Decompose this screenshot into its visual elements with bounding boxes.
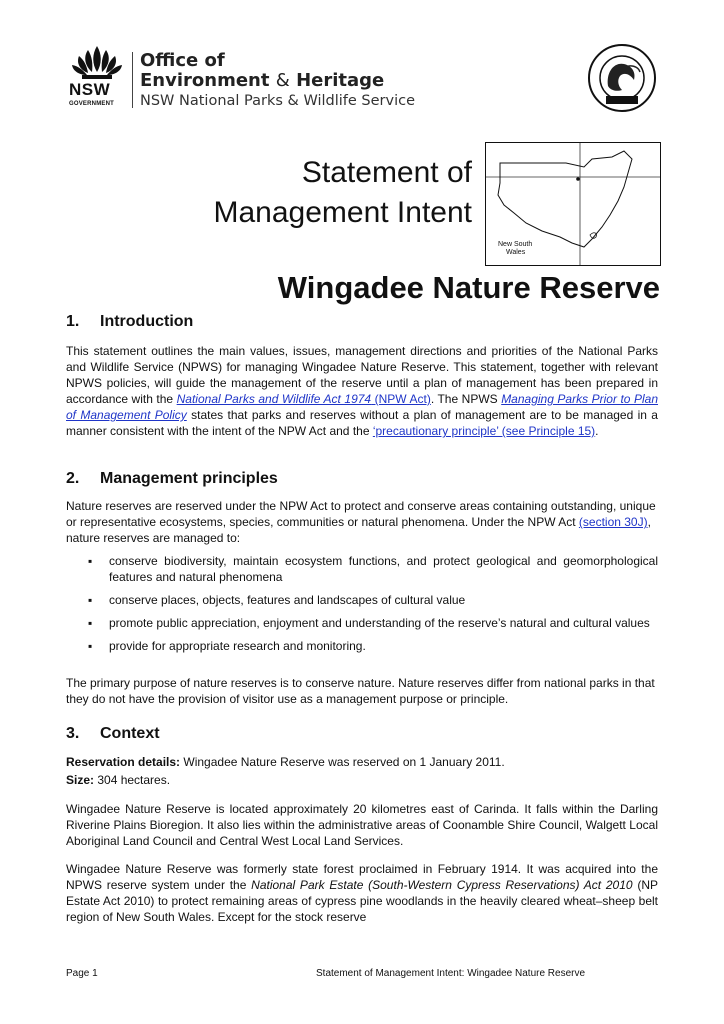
npws-emblem [584,42,660,114]
principles-text-b: , nature reserves are managed to: [66,515,651,545]
footer-doc-title: Statement of Management Intent: Wingadee Nature Reserve [316,968,586,979]
primary-purpose-paragraph: The primary purpose of nature reserves is to conserve nature. Nature reserves differ from national parks in that they do not have the provision of visitor use as a management purpose or principle. [66,676,655,706]
nsw-locator-map [485,142,661,266]
size-details [66,772,658,788]
section-heading-context [66,725,160,743]
np-estate-act-title: National Park Estate (South-Western Cypress Reservations) Act 2010 [251,878,633,892]
reserve-title: Wingadee Nature Reserve [277,270,660,305]
list-item: ▪ promote public appreciation, enjoyment and understanding of the reserve’s natural and cultural values [88,616,650,630]
section-heading-management-principles [66,470,278,488]
size-label: Size: [66,773,95,787]
footer-page-number: Page 1 [66,968,98,979]
history-paragraph [66,861,658,925]
location-paragraph: Wingadee Nature Reserve is located approximately 20 kilometres east of Carinda. It falls within the Darling Riverine Plains Bioregion. It also lies within the administrative areas of Coonamble Shire Council, Walgett Local Aboriginal Land Council and Central West Local Land Services. [66,802,658,848]
org-line-2 [140,70,384,92]
npw-act-abbrev-link[interactable]: (NPW Act) [371,392,431,406]
reservation-details-label: Reservation details: [66,755,181,769]
org-environment: Environment [140,70,270,91]
section-heading-introduction [66,313,193,331]
intro-text-a: This statement outlines the main values, issues, management directions and priorities of the National Parks and Wildlife Service (NPWS) for managing Wingadee Nature Reserve. This statement, together with relevant NPWS policies, will guide the management of the reserve until a plan of management has been prepared in accordance with the [66,344,658,406]
reservation-details [66,754,658,770]
section-title: Context [100,725,160,742]
intro-text-d: . [595,424,599,438]
doc-title [213,153,472,233]
intro-text-b: . The NPWS [430,392,502,406]
principles-text-a: Nature reserves are reserved under the NPW Act to protect and conserve areas containing outstanding, unique or representative ecosystems, species, communities or natural phenomena. Under the NPW Act [66,499,656,529]
history-text-b: (NP Estate Act 2010) to protect remaining areas of cypress pine woodlands in the heavily cleared wheat–sheep belt region of New South Wales. Except for the stock reserve [66,878,659,924]
org-line-3: NSW National Parks & Wildlife Service [140,93,416,109]
section-title: Management principles [100,470,278,487]
reservation-details-text: Wingadee Nature Reserve was reserved on 1 January 2011. [180,755,505,769]
lyrebird-emblem-icon [584,42,660,114]
map-label-line-1: New South [498,241,533,248]
nsw-logo [66,44,128,110]
intro-text-c: states that parks and reserves without a plan of management are to be managed in a manner consistent with the intent of the NPW Act and the [66,408,658,438]
org-ampersand: & [275,70,290,91]
map-label [498,241,532,257]
section-30j-link[interactable]: (section 30J) [578,515,648,529]
section-number: 3. [66,725,80,742]
intro-paragraph [66,343,658,439]
section-number: 1. [66,313,80,330]
npw-act-link[interactable]: National Parks and Wildlife Act 1974 [176,392,372,406]
nsw-logo-text: NSW [69,80,111,99]
list-item: ▪ conserve places, objects, features and landscapes of cultural value [88,593,466,607]
list-item: ▪ conserve biodiversity, maintain ecosystem functions, and protect geological and geomorphological features and natural phenomena [88,554,658,584]
list-item: ▪ provide for appropriate research and monitoring. [88,639,366,653]
size-text: 304 hectares. [94,773,171,787]
government-text: GOVERNMENT [69,101,115,107]
waratah-icon [68,44,126,80]
doc-title-line-1: Statement of [301,156,472,189]
doc-title-line-2: Management Intent [213,196,472,229]
history-text-a: Wingadee Nature Reserve was formerly state forest proclaimed in February 1914. It was acquired into the NPWS reserve system under the [66,862,658,892]
principles-paragraph [66,498,658,546]
section-title: Introduction [100,313,194,330]
org-line-1: Office of [140,50,225,71]
managing-parks-policy-link[interactable]: Managing Parks Prior to Plan of Management Policy [66,392,659,422]
logo-divider [132,52,133,108]
map-label-line-2: Wales [506,249,526,256]
org-heritage: Heritage [296,70,385,91]
principles-list [66,553,658,661]
precautionary-principle-link[interactable]: ‘precautionary principle’ (see Principle 15) [372,424,596,438]
section-number: 2. [66,470,80,487]
